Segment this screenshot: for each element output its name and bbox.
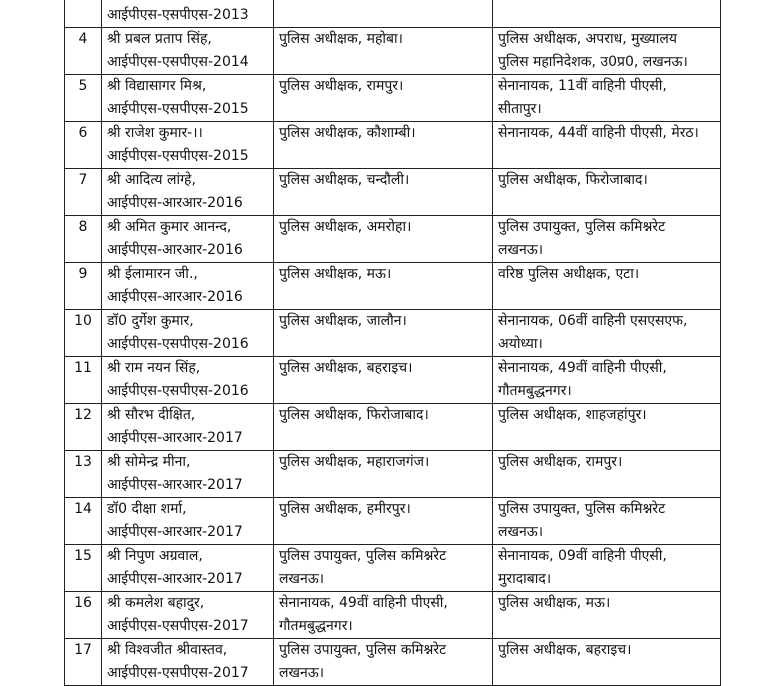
new-posting-line: सेनानायक, 11वीं वाहिनी पीएसी, bbox=[498, 78, 667, 94]
new-posting-cell bbox=[493, 451, 721, 498]
new-posting-line: सेनानायक, 49वीं वाहिनी पीएसी, bbox=[498, 360, 667, 376]
current-posting-cell bbox=[274, 498, 493, 545]
officer-cell bbox=[102, 263, 274, 310]
current-posting-line: पुलिस अधीक्षक, महाराजगंज। bbox=[279, 454, 430, 470]
table-row bbox=[65, 28, 721, 75]
current-posting-cell bbox=[274, 169, 493, 216]
serial-number: 5 bbox=[78, 78, 88, 94]
current-posting-cell bbox=[274, 216, 493, 263]
table-row bbox=[65, 545, 721, 592]
new-posting-line: सेनानायक, 44वीं वाहिनी पीएसी, मेरठ। bbox=[498, 125, 699, 141]
serial-cell bbox=[65, 75, 102, 122]
current-posting-cell bbox=[274, 592, 493, 639]
new-posting-line: पुलिस अधीक्षक, शाहजहांपुर। bbox=[498, 407, 647, 423]
officer-cell bbox=[102, 310, 274, 357]
officer-cell bbox=[102, 75, 274, 122]
table-row bbox=[65, 216, 721, 263]
officer-service: आईपीएस-आरआर-2017 bbox=[107, 477, 243, 493]
serial-number: 13 bbox=[74, 454, 92, 470]
new-posting-line: पुलिस अधीक्षक, मऊ। bbox=[498, 595, 611, 611]
officer-name: श्री निपुण अग्रवाल, bbox=[107, 548, 203, 564]
officer-service: आईपीएस-एसपीएस-2017 bbox=[107, 618, 249, 634]
serial-number: 12 bbox=[74, 407, 92, 423]
new-posting-cell bbox=[493, 404, 721, 451]
serial-number: 8 bbox=[78, 219, 88, 235]
serial-number: 9 bbox=[78, 266, 88, 282]
current-posting-cell bbox=[274, 404, 493, 451]
officer-service: आईपीएस-एसपीएस-2015 bbox=[107, 101, 249, 117]
officer-cell bbox=[102, 28, 274, 75]
table-row bbox=[65, 310, 721, 357]
officer-service: आईपीएस-एसपीएस-2016 bbox=[107, 336, 249, 352]
current-posting-cell bbox=[274, 75, 493, 122]
serial-cell bbox=[65, 263, 102, 310]
new-posting-cell bbox=[493, 169, 721, 216]
officer-name: श्री विश्वजीत श्रीवास्तव, bbox=[107, 642, 228, 658]
current-posting-line: सेनानायक, 49वीं वाहिनी पीएसी, bbox=[279, 595, 448, 611]
table-row bbox=[65, 451, 721, 498]
current-posting-cell bbox=[274, 0, 493, 28]
officer-cell bbox=[102, 639, 274, 686]
new-posting-cell bbox=[493, 28, 721, 75]
current-posting-cell bbox=[274, 639, 493, 686]
new-posting-cell bbox=[493, 310, 721, 357]
officer-name: श्री प्रबल प्रताप सिंह, bbox=[107, 31, 212, 47]
new-posting-cell bbox=[493, 592, 721, 639]
officer-cell bbox=[102, 592, 274, 639]
officer-service: आईपीएस-एसपीएस-2017 bbox=[107, 665, 249, 681]
current-posting-line: लखनऊ। bbox=[279, 665, 325, 681]
table-row bbox=[65, 169, 721, 216]
new-posting-line: लखनऊ। bbox=[498, 524, 544, 540]
current-posting-line: पुलिस अधीक्षक, बहराइच। bbox=[279, 360, 413, 376]
serial-number: 10 bbox=[74, 313, 92, 329]
new-posting-line: पुलिस महानिदेशक, उ0प्र0, लखनऊ। bbox=[498, 54, 688, 70]
current-posting-line: गौतमबुद्धनगर। bbox=[279, 618, 353, 634]
serial-cell bbox=[65, 0, 102, 28]
serial-cell bbox=[65, 498, 102, 545]
new-posting-line: सेनानायक, 09वीं वाहिनी पीएसी, bbox=[498, 548, 667, 564]
current-posting-line: पुलिस अधीक्षक, मऊ। bbox=[279, 266, 392, 282]
serial-cell bbox=[65, 357, 102, 404]
officer-cell bbox=[102, 0, 274, 28]
officer-name: श्री कमलेश बहादुर, bbox=[107, 595, 205, 611]
new-posting-line: सेनानायक, 06वीं वाहिनी एसएसएफ, bbox=[498, 313, 688, 329]
serial-number: 4 bbox=[78, 31, 88, 47]
officer-cell bbox=[102, 451, 274, 498]
officer-service: आईपीएस-आरआर-2017 bbox=[107, 571, 243, 587]
new-posting-cell bbox=[493, 122, 721, 169]
new-posting-cell bbox=[493, 498, 721, 545]
new-posting-cell bbox=[493, 216, 721, 263]
officer-cell bbox=[102, 357, 274, 404]
officer-service: आईपीएस-आरआर-2016 bbox=[107, 195, 243, 211]
officer-service: आईपीएस-एसपीएस-2014 bbox=[107, 54, 249, 70]
officer-name: श्री अमित कुमार आनन्द, bbox=[107, 219, 232, 235]
new-posting-line: वरिष्ठ पुलिस अधीक्षक, एटा। bbox=[498, 266, 640, 282]
new-posting-line: अयोध्या। bbox=[498, 336, 543, 352]
serial-number: 16 bbox=[74, 595, 92, 611]
current-posting-line: लखनऊ। bbox=[279, 571, 325, 587]
officer-service: आईपीएस-आरआर-2016 bbox=[107, 289, 243, 305]
new-posting-line: पुलिस उपायुक्त, पुलिस कमिश्नरेट bbox=[498, 219, 666, 235]
current-posting-cell bbox=[274, 310, 493, 357]
current-posting-line: पुलिस उपायुक्त, पुलिस कमिश्नरेट bbox=[279, 548, 447, 564]
current-posting-cell bbox=[274, 122, 493, 169]
new-posting-cell bbox=[493, 357, 721, 404]
officer-name: श्री ईलामारन जी., bbox=[107, 266, 198, 282]
current-posting-cell bbox=[274, 357, 493, 404]
officer-name: श्री सौरभ दीक्षित, bbox=[107, 407, 196, 423]
new-posting-line: सीतापुर। bbox=[498, 101, 542, 117]
officer-service: आईपीएस-आरआर-2017 bbox=[107, 524, 243, 540]
table-row bbox=[65, 357, 721, 404]
new-posting-cell bbox=[493, 545, 721, 592]
current-posting-line: पुलिस अधीक्षक, महोबा। bbox=[279, 31, 403, 47]
serial-cell bbox=[65, 639, 102, 686]
officer-service: आईपीएस-एसपीएस-2013 bbox=[107, 7, 249, 23]
officer-name: डॉ0 दुर्गेश कुमार, bbox=[107, 313, 194, 329]
current-posting-cell bbox=[274, 545, 493, 592]
new-posting-cell bbox=[493, 639, 721, 686]
table-row bbox=[65, 263, 721, 310]
current-posting-line: पुलिस अधीक्षक, कौशाम्बी। bbox=[279, 125, 416, 141]
officer-cell bbox=[102, 122, 274, 169]
table-row bbox=[65, 404, 721, 451]
serial-cell bbox=[65, 592, 102, 639]
serial-number: 6 bbox=[78, 125, 88, 141]
new-posting-cell bbox=[493, 263, 721, 310]
new-posting-line: पुलिस अधीक्षक, बहराइच। bbox=[498, 642, 632, 658]
serial-cell bbox=[65, 404, 102, 451]
current-posting-line: पुलिस अधीक्षक, चन्दौली। bbox=[279, 172, 410, 188]
officer-name: डॉ0 दीक्षा शर्मा, bbox=[107, 501, 187, 517]
officer-service: आईपीएस-एसपीएस-2016 bbox=[107, 383, 249, 399]
current-posting-line: पुलिस अधीक्षक, रामपुर। bbox=[279, 78, 404, 94]
officer-cell bbox=[102, 216, 274, 263]
serial-cell bbox=[65, 169, 102, 216]
new-posting-line: पुलिस अधीक्षक, रामपुर। bbox=[498, 454, 623, 470]
new-posting-line: लखनऊ। bbox=[498, 242, 544, 258]
officer-cell bbox=[102, 169, 274, 216]
officer-service: आईपीएस-आरआर-2017 bbox=[107, 430, 243, 446]
officer-name: श्री विद्यासागर मिश्र, bbox=[107, 78, 207, 94]
new-posting-line: पुलिस उपायुक्त, पुलिस कमिश्नरेट bbox=[498, 501, 666, 517]
new-posting-line: गौतमबुद्धनगर। bbox=[498, 383, 572, 399]
serial-cell bbox=[65, 545, 102, 592]
serial-cell bbox=[65, 310, 102, 357]
serial-cell bbox=[65, 216, 102, 263]
table-row bbox=[65, 0, 721, 28]
serial-cell bbox=[65, 451, 102, 498]
new-posting-line: पुलिस अधीक्षक, अपराध, मुख्यालय bbox=[498, 31, 678, 47]
officer-name: श्री राम नयन सिंह, bbox=[107, 360, 201, 376]
table-row bbox=[65, 592, 721, 639]
officer-name: श्री राजेश कुमार-।। bbox=[107, 125, 203, 141]
current-posting-line: पुलिस अधीक्षक, फिरोजाबाद। bbox=[279, 407, 429, 423]
serial-number: 11 bbox=[74, 360, 92, 376]
current-posting-cell bbox=[274, 263, 493, 310]
current-posting-line: पुलिस अधीक्षक, अमरोहा। bbox=[279, 219, 412, 235]
officer-cell bbox=[102, 545, 274, 592]
table-row bbox=[65, 639, 721, 686]
serial-number: 7 bbox=[78, 172, 88, 188]
serial-number: 17 bbox=[74, 642, 92, 658]
current-posting-line: पुलिस उपायुक्त, पुलिस कमिश्नरेट bbox=[279, 642, 447, 658]
new-posting-line: पुलिस अधीक्षक, फिरोजाबाद। bbox=[498, 172, 648, 188]
officer-cell bbox=[102, 404, 274, 451]
current-posting-cell bbox=[274, 451, 493, 498]
officer-service: आईपीएस-एसपीएस-2015 bbox=[107, 148, 249, 164]
table-row bbox=[65, 498, 721, 545]
current-posting-cell bbox=[274, 28, 493, 75]
new-posting-cell bbox=[493, 75, 721, 122]
new-posting-line: मुरादाबाद। bbox=[498, 571, 552, 587]
new-posting-cell bbox=[493, 0, 721, 28]
table-row bbox=[65, 75, 721, 122]
transfer-table bbox=[64, 0, 721, 686]
serial-cell bbox=[65, 122, 102, 169]
officer-name: श्री सोमेन्द्र मीना, bbox=[107, 454, 191, 470]
officer-service: आईपीएस-आरआर-2016 bbox=[107, 242, 243, 258]
current-posting-line: पुलिस अधीक्षक, हमीरपुर। bbox=[279, 501, 411, 517]
serial-cell bbox=[65, 28, 102, 75]
serial-number: 14 bbox=[74, 501, 92, 517]
current-posting-line: पुलिस अधीक्षक, जालौन। bbox=[279, 313, 407, 329]
table-row bbox=[65, 122, 721, 169]
officer-cell bbox=[102, 498, 274, 545]
officer-name: श्री आदित्य लांग्हे, bbox=[107, 172, 196, 188]
serial-number: 15 bbox=[74, 548, 92, 564]
